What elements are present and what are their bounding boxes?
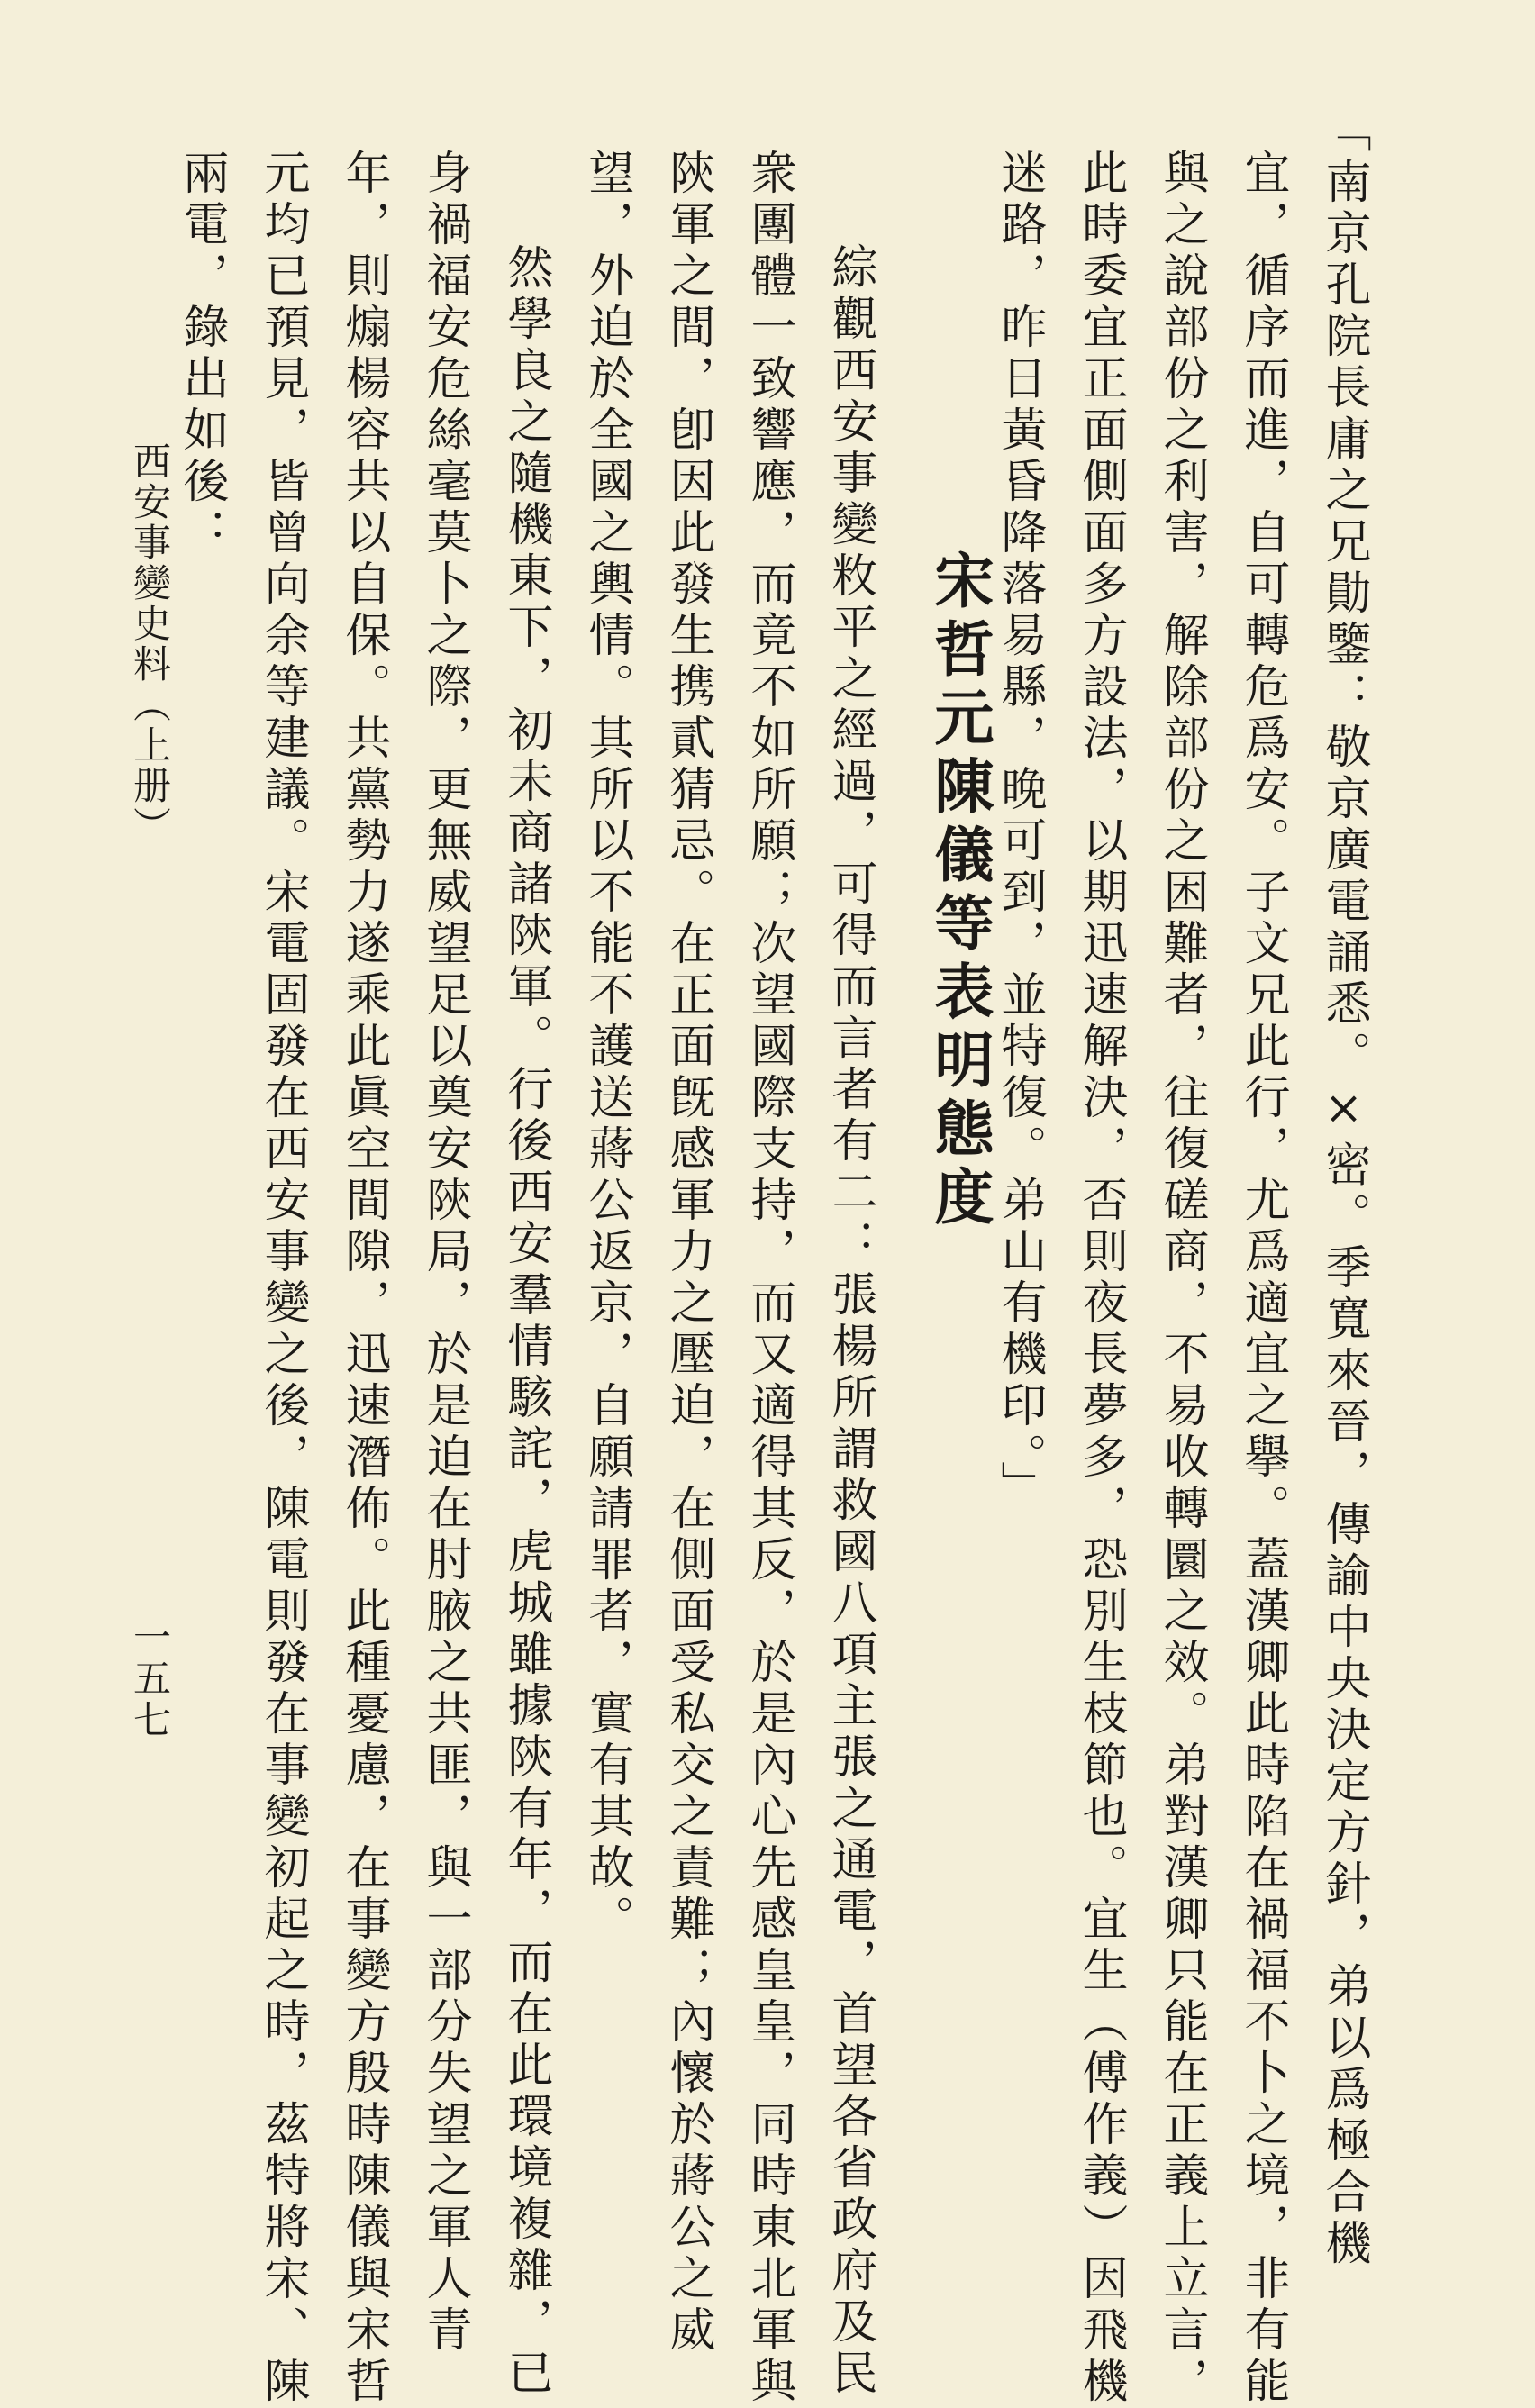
- text-column: 陝軍之間，卽因此發生携貳猜忌。在正面旣感軍力之壓迫，在側面受私交之責難；內懷於蔣公之威: [661, 149, 714, 2357]
- text-column: 望，外迫於全國之輿情。其所以不能不護送蔣公返京，自願請罪者，實有其故。: [580, 149, 633, 1946]
- text-column: 然學良之隨機東下，初未商諸陝軍。行後西安羣情駭詫，虎城雖據陝有年，而在此環境複雜，已: [499, 243, 552, 2400]
- text-column: 年，則煽楊容共以自保。共黨勢力遂乘此眞空間隙，迅速潛佈。此種憂慮，在事變方殷時陳儀與宋哲: [337, 149, 390, 2408]
- text-column: 此時委宜正面側面多方設法，以期迅速解決，否則夜長夢多，恐別生枝節也。宜生（傅作義）因飛機: [1074, 149, 1127, 2408]
- text-column: 迷路，昨日黃昏降落易縣，晚可到，並特復。弟山有機印。」: [993, 149, 1046, 1513]
- page-number: 一五七: [128, 1617, 172, 1741]
- text-column: 「南京孔院長庸之兄勛鑒：敬京廣電誦悉。×密。季寬來晉，傳諭中央決定方針，弟以爲極合機: [1317, 106, 1370, 2270]
- text-column: 元均已預見，皆曾向余等建議。宋電固發在西安事變之後，陳電則發在事變初起之時，茲特將宋、陳: [256, 149, 309, 2408]
- section-title: 宋哲元陳儀等表明態度: [924, 550, 995, 1234]
- text-column: 衆團體一致響應，而竟不如所願；次望國際支持，而又適得其反，於是內心先感皇皇，同時東北軍與: [742, 149, 795, 2408]
- text-column: 兩電，錄出如後：: [175, 149, 228, 559]
- book-title: 西安事變史料（上册）: [128, 441, 172, 847]
- text-column: 身禍福安危絲毫莫卜之際，更無威望足以奠安陝局，於是迫在肘腋之共匪，與一部分失望之軍人青: [418, 149, 471, 2357]
- text-column: 綜觀西安事變敉平之經過，可得而言者有二：張楊所謂救國八項主張之通電，首望各省政府及民: [823, 243, 876, 2400]
- text-column: 宜，循序而進，自可轉危爲安。子文兄此行，尤爲適宜之擧。蓋漢卿此時陷在禍福不卜之境，非有能: [1236, 149, 1289, 2408]
- text-column: 與之說部份之利害，解除部份之困難者，往復磋商，不易收轉圜之效。弟對漢卿只能在正義上立言，: [1155, 149, 1208, 2408]
